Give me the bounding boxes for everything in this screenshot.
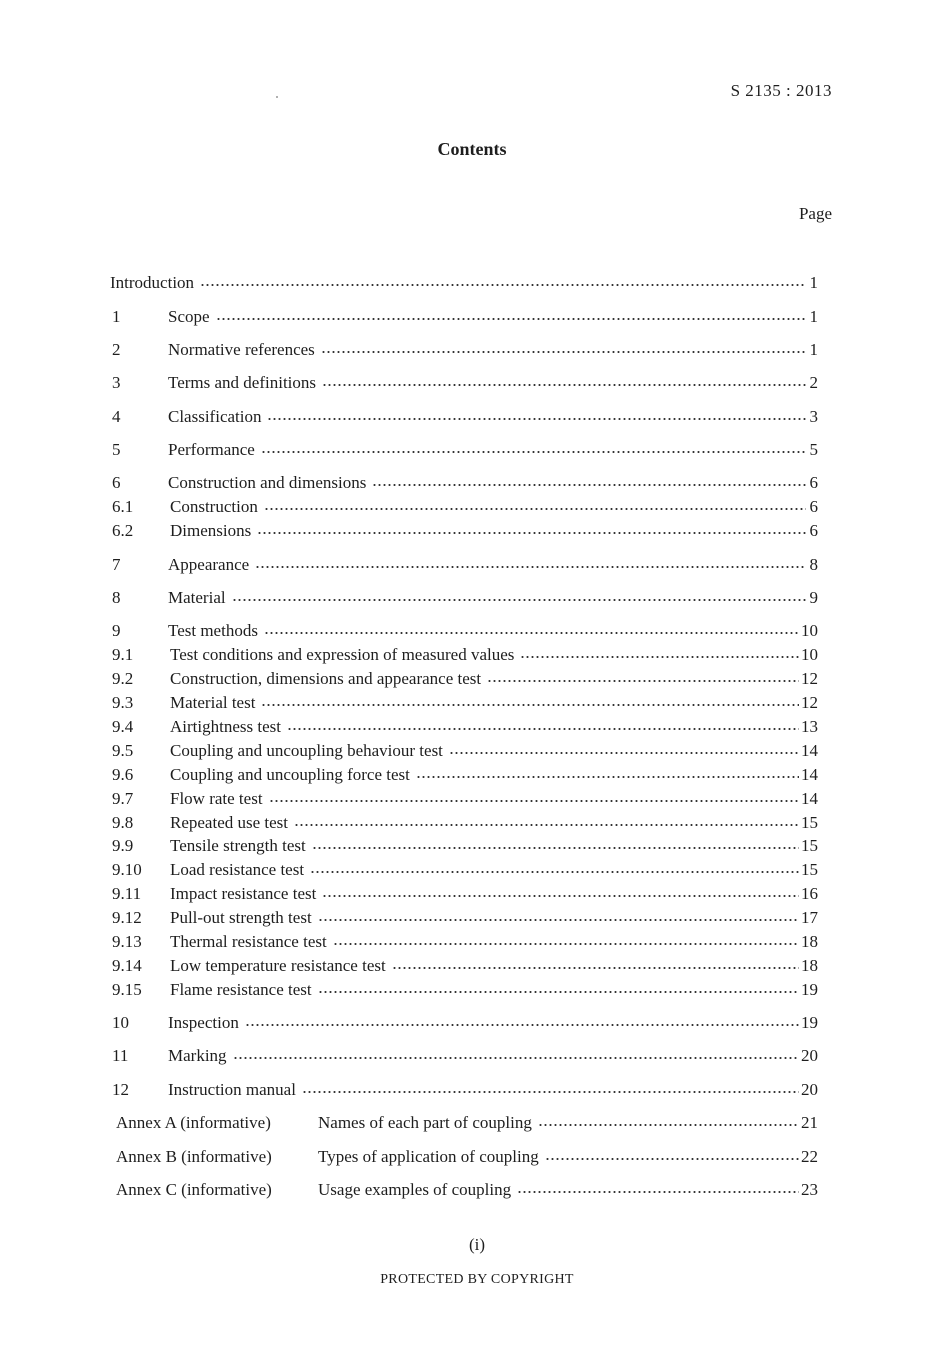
toc-entry — [110, 883, 818, 905]
toc-title: Coupling and uncoupling force test — [170, 765, 410, 784]
toc-title: Construction — [170, 497, 258, 516]
dot-leader — [487, 673, 799, 685]
dot-leader — [302, 1084, 799, 1096]
dot-leader — [257, 525, 806, 537]
toc-page-number: 14 — [801, 789, 818, 808]
toc-number: 9.1 — [112, 645, 134, 664]
toc-entry — [110, 907, 818, 929]
toc-title: Construction and dimensions — [168, 473, 367, 492]
toc-entry — [110, 472, 818, 494]
toc-number: 6 — [112, 473, 121, 492]
toc-entry — [110, 740, 818, 762]
toc-page-number: 10 — [801, 621, 818, 640]
toc-title: Coupling and uncoupling behaviour test — [170, 741, 443, 760]
dot-leader — [318, 912, 799, 924]
toc-entry — [110, 955, 818, 977]
dot-leader — [245, 1017, 799, 1029]
toc-number: 9.8 — [112, 813, 134, 832]
toc-entry — [110, 554, 818, 576]
toc-title: Flow rate test — [170, 789, 263, 808]
toc-entry — [110, 496, 818, 518]
standard-code: S 2135 : 2013 — [730, 81, 832, 100]
toc-number: 9.4 — [112, 717, 134, 736]
toc-number: Introduction — [110, 273, 195, 292]
dot-leader — [233, 1050, 799, 1062]
toc-number: 9.11 — [112, 884, 142, 903]
dot-leader — [267, 411, 806, 423]
footer-page-number: (i) — [468, 1235, 486, 1254]
toc-title: Normative references — [168, 340, 315, 359]
toc-number: 9.6 — [112, 765, 134, 784]
toc-number: 2 — [112, 340, 121, 359]
dot-leader — [416, 769, 799, 781]
dot-leader — [264, 501, 806, 513]
toc-entry — [110, 372, 818, 394]
dot-leader — [392, 960, 799, 972]
toc-number: 4 — [112, 407, 121, 426]
toc-number: 7 — [112, 555, 121, 574]
toc-title: Inspection — [168, 1013, 239, 1032]
toc-entry — [110, 979, 818, 1001]
dot-leader — [318, 984, 799, 996]
toc-page-number: 1 — [809, 307, 818, 326]
toc-number: 1 — [112, 307, 121, 326]
toc-title: Dimensions — [170, 521, 252, 540]
toc-title: Low temperature resistance test — [170, 956, 386, 975]
toc-entry — [110, 1179, 818, 1201]
toc-entry — [110, 439, 818, 461]
toc-page-number: 21 — [801, 1113, 818, 1132]
toc-title: Appearance — [168, 555, 250, 574]
toc-number: 9.5 — [112, 741, 134, 760]
toc-number: 9.3 — [112, 693, 134, 712]
toc-page-number: 18 — [801, 956, 818, 975]
toc-title: Test conditions and expression of measured values — [170, 645, 515, 664]
dot-leader — [255, 559, 806, 571]
toc-number: 12 — [112, 1080, 129, 1099]
toc-entry — [110, 520, 818, 542]
dot-leader — [321, 344, 806, 356]
toc-number: 9.9 — [112, 836, 134, 855]
toc-page-number: 6 — [809, 521, 818, 540]
toc-number: 9.12 — [112, 908, 142, 927]
toc-entry — [110, 306, 818, 328]
toc-title: Scope — [168, 307, 210, 326]
toc-entry — [110, 406, 818, 428]
page-column-label: Page — [798, 204, 832, 223]
toc-title: Performance — [168, 440, 255, 459]
toc-entry — [110, 587, 818, 609]
toc-page-number: 6 — [809, 473, 818, 492]
dot-leader — [310, 864, 799, 876]
toc-entry — [110, 764, 818, 786]
dot-leader — [322, 888, 799, 900]
toc-number: Annex C (informative) — [116, 1180, 272, 1199]
toc-number: 9.7 — [112, 789, 134, 808]
toc-page-number: 1 — [809, 340, 818, 359]
toc-title: Marking — [168, 1046, 227, 1065]
page-title: Contents — [437, 139, 507, 159]
dot-leader — [232, 592, 806, 604]
toc-number: 9.2 — [112, 669, 134, 688]
toc-entry — [110, 1045, 818, 1067]
toc-entry — [110, 272, 818, 294]
toc-page-number: 12 — [801, 693, 818, 712]
toc-entry — [110, 716, 818, 738]
dot-leader — [200, 277, 806, 289]
toc-entry — [110, 835, 818, 857]
toc-entry — [110, 1079, 818, 1101]
dot-leader — [322, 377, 806, 389]
toc-page-number: 23 — [801, 1180, 818, 1199]
toc-title: Tensile strength test — [170, 836, 306, 855]
toc-title: Pull-out strength test — [170, 908, 312, 927]
dot-leader — [538, 1117, 799, 1129]
toc-title: Test methods — [168, 621, 258, 640]
dot-leader — [520, 649, 799, 661]
toc-page-number: 8 — [809, 555, 818, 574]
toc-entry — [110, 692, 818, 714]
toc-title: Thermal resistance test — [170, 932, 327, 951]
toc-page-number: 14 — [801, 765, 818, 784]
toc-title: Load resistance test — [170, 860, 305, 879]
toc-title: Material — [168, 588, 226, 607]
toc-number: 8 — [112, 588, 121, 607]
toc-entry — [110, 788, 818, 810]
toc-title: Instruction manual — [168, 1080, 296, 1099]
toc-entry — [110, 1012, 818, 1034]
dot-leader — [261, 697, 799, 709]
dot-leader — [287, 721, 799, 733]
toc-page-number: 13 — [801, 717, 818, 736]
footer-copyright: PROTECTED BY COPYRIGHT — [380, 1272, 574, 1287]
toc-title: Flame resistance test — [170, 980, 312, 999]
toc-title: Repeated use test — [170, 813, 289, 832]
toc-page-number: 2 — [809, 373, 818, 392]
toc-title: Usage examples of coupling — [318, 1180, 512, 1199]
toc-page-number: 1 — [809, 273, 818, 292]
toc-page-number: 6 — [809, 497, 818, 516]
dot-leader — [449, 745, 799, 757]
toc-entry — [110, 812, 818, 834]
dot-leader — [372, 477, 806, 489]
dot-leader — [216, 311, 806, 323]
dot-leader — [517, 1184, 799, 1196]
dot-leader — [545, 1151, 799, 1163]
toc-title: Material test — [170, 693, 256, 712]
toc-number: Annex B (informative) — [116, 1147, 272, 1166]
toc-page-number: 14 — [801, 741, 818, 760]
toc-number: 9.15 — [112, 980, 142, 999]
toc-number: 9.10 — [112, 860, 142, 879]
dot-leader — [312, 840, 799, 852]
scan-speck — [276, 96, 278, 98]
toc-number: 9.13 — [112, 932, 142, 951]
toc-page-number: 20 — [801, 1080, 818, 1099]
toc-title: Terms and definitions — [168, 373, 317, 392]
toc-title: Airtightness test — [170, 717, 281, 736]
dot-leader — [269, 793, 799, 805]
dot-leader — [294, 817, 799, 829]
toc-page-number: 19 — [801, 1013, 818, 1032]
toc-title: Construction, dimensions and appearance test — [170, 669, 482, 688]
toc-entry — [110, 620, 818, 642]
toc-title: Names of each part of coupling — [318, 1113, 532, 1132]
toc-number: 10 — [112, 1013, 129, 1032]
toc-entry — [110, 859, 818, 881]
toc-page-number: 5 — [809, 440, 818, 459]
toc-page-number: 18 — [801, 932, 818, 951]
toc-page-number: 15 — [801, 813, 818, 832]
toc-number: 11 — [112, 1046, 129, 1065]
toc-page-number: 19 — [801, 980, 818, 999]
toc-page-number: 20 — [801, 1046, 818, 1065]
toc-number: 5 — [112, 440, 121, 459]
dot-leader — [261, 444, 806, 456]
toc-entry — [110, 1112, 818, 1134]
toc-page-number: 9 — [809, 588, 818, 607]
toc-number: Annex A (informative) — [116, 1113, 271, 1132]
toc-entry — [110, 1146, 818, 1168]
toc-page-number: 12 — [801, 669, 818, 688]
toc-page-number: 15 — [801, 836, 818, 855]
toc-page-number: 3 — [809, 407, 818, 426]
toc-number: 9 — [112, 621, 121, 640]
toc-number: 3 — [112, 373, 121, 392]
toc-page-number: 15 — [801, 860, 818, 879]
toc-entry — [110, 644, 818, 666]
toc-page-number: 17 — [801, 908, 818, 927]
toc-title: Classification — [168, 407, 262, 426]
toc-number: 9.14 — [112, 956, 142, 975]
toc-number: 6.1 — [112, 497, 134, 516]
toc-entry — [110, 668, 818, 690]
toc-number: 6.2 — [112, 521, 134, 540]
toc-page-number: 16 — [801, 884, 818, 903]
dot-leader — [333, 936, 799, 948]
toc-entry — [110, 931, 818, 953]
toc-title: Impact resistance test — [170, 884, 317, 903]
toc-entry — [110, 339, 818, 361]
toc-title: Types of application of coupling — [318, 1147, 539, 1166]
toc-page-number: 10 — [801, 645, 818, 664]
dot-leader — [264, 625, 799, 637]
toc-page-number: 22 — [801, 1147, 818, 1166]
